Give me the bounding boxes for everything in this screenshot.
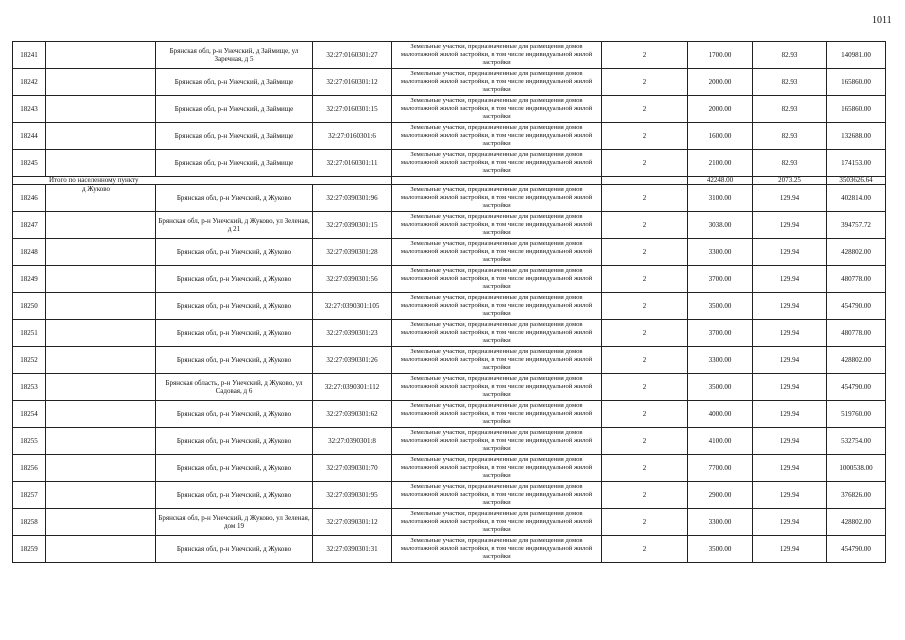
cadastral-number-cell: 32:27:0390301:70 (313, 455, 392, 482)
table-row (13, 293, 886, 320)
cadastral-number-cell: 32:27:0160301:12 (313, 69, 392, 96)
area-cell: 4000.00 (688, 401, 753, 428)
category-cell: 2 (602, 150, 688, 177)
table-row (13, 212, 886, 239)
total-purpose-cell (392, 177, 602, 185)
category-cell: 2 (602, 320, 688, 347)
cadastral-number-cell: 32:27:0390301:96 (313, 185, 392, 212)
table-row (13, 428, 886, 455)
table-row (13, 482, 886, 509)
area-cell: 3300.00 (688, 239, 753, 266)
purpose-cell: Земельные участки, предназначенные для размещения домов малоэтажной жилой застройки, в том числе индивидуальной жилой застройки (392, 266, 602, 293)
purpose-cell: Земельные участки, предназначенные для размещения домов малоэтажной жилой застройки, в том числе индивидуальной жилой застройки (392, 401, 602, 428)
total-label: Итого по населенному пункту (13, 177, 392, 185)
rate-cell: 82.93 (753, 42, 827, 69)
purpose-cell: Земельные участки, предназначенные для размещения домов малоэтажной жилой застройки, в том числе индивидуальной жилой застройки (392, 212, 602, 239)
settlement-cell (46, 482, 156, 509)
category-cell: 2 (602, 42, 688, 69)
settlement-cell (46, 185, 156, 212)
table-row (13, 401, 886, 428)
table-row (13, 536, 886, 563)
row-id: 18247 (13, 212, 46, 239)
cadastral-number-cell: 32:27:0390301:28 (313, 239, 392, 266)
total-category-cell (602, 177, 688, 185)
rate-cell: 129.94 (753, 293, 827, 320)
purpose-cell: Земельные участки, предназначенные для размещения домов малоэтажной жилой застройки, в том числе индивидуальной жилой застройки (392, 42, 602, 69)
cadastral-number-cell: 32:27:0160301:27 (313, 42, 392, 69)
settlement-cell (46, 96, 156, 123)
category-cell: 2 (602, 374, 688, 401)
address-cell: Брянская обл, р-н Унечский, д Жуково, ул Зеленая, дом 19 (156, 509, 313, 536)
value-cell: 140981.00 (827, 42, 886, 69)
address-cell: Брянская обл, р-н Унечский, д Жуково (156, 347, 313, 374)
settlement-cell (46, 69, 156, 96)
address-cell: Брянская обл, р-н Унечский, д Жуково, ул Зеленая, д 21 (156, 212, 313, 239)
land-registry-table (12, 41, 886, 563)
cadastral-number-cell: 32:27:0390301:95 (313, 482, 392, 509)
value-cell: 165860.00 (827, 96, 886, 123)
settlement-cell (46, 266, 156, 293)
row-id: 18259 (13, 536, 46, 563)
rate-cell: 82.93 (753, 69, 827, 96)
value-cell: 1000538.00 (827, 455, 886, 482)
value-cell: 480778.00 (827, 320, 886, 347)
total-value: 3503626.64 (827, 177, 886, 185)
area-cell: 2100.00 (688, 150, 753, 177)
settlement-cell (46, 42, 156, 69)
purpose-cell: Земельные участки, предназначенные для размещения домов малоэтажной жилой застройки, в том числе индивидуальной жилой застройки (392, 482, 602, 509)
address-cell: Брянская область, р-н Унечский, д Жуково, ул Садовая, д 6 (156, 374, 313, 401)
purpose-cell: Земельные участки, предназначенные для размещения домов малоэтажной жилой застройки, в том числе индивидуальной жилой застройки (392, 536, 602, 563)
rate-cell: 129.94 (753, 185, 827, 212)
cadastral-number-cell: 32:27:0390301:12 (313, 509, 392, 536)
category-cell: 2 (602, 293, 688, 320)
cadastral-number-cell: 32:27:0390301:56 (313, 266, 392, 293)
purpose-cell: Земельные участки, предназначенные для размещения домов малоэтажной жилой застройки, в том числе индивидуальной жилой застройки (392, 150, 602, 177)
page-number: 1011 (872, 15, 892, 26)
rate-cell: 129.94 (753, 212, 827, 239)
address-cell: Брянская обл, р-н Унечский, д Займище (156, 96, 313, 123)
cadastral-number-cell: 32:27:0160301:11 (313, 150, 392, 177)
address-cell: Брянская обл, р-н Унечский, д Жуково (156, 320, 313, 347)
value-cell: 174153.00 (827, 150, 886, 177)
settlement-cell (46, 320, 156, 347)
cadastral-number-cell: 32:27:0390301:31 (313, 536, 392, 563)
table-row (13, 509, 886, 536)
rate-cell: 82.93 (753, 123, 827, 150)
row-id: 18243 (13, 96, 46, 123)
area-cell: 3300.00 (688, 347, 753, 374)
settlement-name: д Жуково (82, 185, 111, 193)
category-cell: 2 (602, 123, 688, 150)
row-id: 18254 (13, 401, 46, 428)
category-cell: 2 (602, 347, 688, 374)
table-row (13, 150, 886, 177)
area-cell: 4100.00 (688, 428, 753, 455)
rate-cell: 129.94 (753, 374, 827, 401)
category-cell: 2 (602, 69, 688, 96)
address-cell: Брянская обл, р-н Унечский, д Жуково (156, 428, 313, 455)
value-cell: 132688.00 (827, 123, 886, 150)
category-cell: 2 (602, 482, 688, 509)
settlement-cell (46, 150, 156, 177)
address-cell: Брянская обл, р-н Унечский, д Займище (156, 150, 313, 177)
settlement-cell (46, 239, 156, 266)
purpose-cell: Земельные участки, предназначенные для размещения домов малоэтажной жилой застройки, в том числе индивидуальной жилой застройки (392, 428, 602, 455)
value-cell: 454790.00 (827, 374, 886, 401)
area-cell: 3700.00 (688, 320, 753, 347)
area-cell: 7700.00 (688, 455, 753, 482)
rate-cell: 82.93 (753, 150, 827, 177)
value-cell: 428802.00 (827, 509, 886, 536)
category-cell: 2 (602, 455, 688, 482)
settlement-cell (46, 401, 156, 428)
category-cell: 2 (602, 266, 688, 293)
category-cell: 2 (602, 96, 688, 123)
address-cell: Брянская обл, р-н Унечский, д Займище, ул Заречная, д 5 (156, 42, 313, 69)
purpose-cell: Земельные участки, предназначенные для размещения домов малоэтажной жилой застройки, в том числе индивидуальной жилой застройки (392, 320, 602, 347)
rate-cell: 129.94 (753, 455, 827, 482)
total-row-group (13, 177, 886, 185)
purpose-cell: Земельные участки, предназначенные для размещения домов малоэтажной жилой застройки, в том числе индивидуальной жилой застройки (392, 239, 602, 266)
area-cell: 1700.00 (688, 42, 753, 69)
area-cell: 3100.00 (688, 185, 753, 212)
row-id: 18245 (13, 150, 46, 177)
row-id: 18241 (13, 42, 46, 69)
row-id: 18250 (13, 293, 46, 320)
address-cell: Брянская обл, р-н Унечский, д Жуково (156, 482, 313, 509)
rate-cell: 129.94 (753, 347, 827, 374)
rate-cell: 129.94 (753, 320, 827, 347)
purpose-cell: Земельные участки, предназначенные для размещения домов малоэтажной жилой застройки, в том числе индивидуальной жилой застройки (392, 96, 602, 123)
table-body-group-2 (13, 185, 886, 563)
rate-cell: 129.94 (753, 509, 827, 536)
category-cell: 2 (602, 509, 688, 536)
cadastral-number-cell: 32:27:0160301:15 (313, 96, 392, 123)
value-cell: 454790.00 (827, 293, 886, 320)
settlement-cell (46, 509, 156, 536)
value-cell: 428802.00 (827, 239, 886, 266)
value-cell: 394757.72 (827, 212, 886, 239)
table-row (13, 123, 886, 150)
table-row (13, 266, 886, 293)
table-row (13, 455, 886, 482)
area-cell: 3500.00 (688, 536, 753, 563)
address-cell: Брянская обл, р-н Унечский, д Жуково (156, 293, 313, 320)
cadastral-number-cell: 32:27:0390301:105 (313, 293, 392, 320)
settlement-cell (46, 455, 156, 482)
value-cell: 165860.00 (827, 69, 886, 96)
purpose-cell: Земельные участки, предназначенные для размещения домов малоэтажной жилой застройки, в том числе индивидуальной жилой застройки (392, 374, 602, 401)
address-cell: Брянская обл, р-н Унечский, д Жуково (156, 401, 313, 428)
category-cell: 2 (602, 212, 688, 239)
value-cell: 428802.00 (827, 347, 886, 374)
purpose-cell: Земельные участки, предназначенные для размещения домов малоэтажной жилой застройки, в том числе индивидуальной жилой застройки (392, 509, 602, 536)
table-row (13, 239, 886, 266)
table-row (13, 347, 886, 374)
cadastral-number-cell: 32:27:0390301:112 (313, 374, 392, 401)
row-id: 18248 (13, 239, 46, 266)
value-cell: 454790.00 (827, 536, 886, 563)
cadastral-number-cell: 32:27:0390301:23 (313, 320, 392, 347)
value-cell: 402814.00 (827, 185, 886, 212)
category-cell: 2 (602, 536, 688, 563)
row-id: 18249 (13, 266, 46, 293)
table-row (13, 42, 886, 69)
settlement-cell (46, 212, 156, 239)
address-cell: Брянская обл, р-н Унечский, д Жуково (156, 536, 313, 563)
area-cell: 3500.00 (688, 293, 753, 320)
table-row (13, 374, 886, 401)
rate-cell: 129.94 (753, 482, 827, 509)
cadastral-number-cell: 32:27:0390301:8 (313, 428, 392, 455)
row-id: 18252 (13, 347, 46, 374)
settlement-cell (46, 374, 156, 401)
total-area: 42248.00 (688, 177, 753, 185)
row-id: 18258 (13, 509, 46, 536)
address-cell: Брянская обл, р-н Унечский, д Займище (156, 123, 313, 150)
rate-cell: 129.94 (753, 239, 827, 266)
row-id: 18255 (13, 428, 46, 455)
address-cell: Брянская обл, р-н Унечский, д Жуково (156, 266, 313, 293)
value-cell: 532754.00 (827, 428, 886, 455)
table-row (13, 185, 886, 212)
total-rate: 2073.25 (753, 177, 827, 185)
area-cell: 1600.00 (688, 123, 753, 150)
cadastral-number-cell: 32:27:0390301:26 (313, 347, 392, 374)
address-cell: Брянская обл, р-н Унечский, д Займище (156, 69, 313, 96)
settlement-cell (46, 428, 156, 455)
rate-cell: 129.94 (753, 536, 827, 563)
row-id: 18246 (13, 185, 46, 212)
table-body-group-1 (13, 42, 886, 177)
area-cell: 3038.00 (688, 212, 753, 239)
area-cell: 2000.00 (688, 96, 753, 123)
table-row (13, 69, 886, 96)
row-id: 18257 (13, 482, 46, 509)
row-id: 18253 (13, 374, 46, 401)
value-cell: 519760.00 (827, 401, 886, 428)
row-id: 18244 (13, 123, 46, 150)
rate-cell: 129.94 (753, 428, 827, 455)
cadastral-number-cell: 32:27:0160301:6 (313, 123, 392, 150)
settlement-cell (46, 347, 156, 374)
purpose-cell: Земельные участки, предназначенные для размещения домов малоэтажной жилой застройки, в том числе индивидуальной жилой застройки (392, 293, 602, 320)
category-cell: 2 (602, 185, 688, 212)
table-row (13, 320, 886, 347)
area-cell: 3700.00 (688, 266, 753, 293)
rate-cell: 82.93 (753, 96, 827, 123)
address-cell: Брянская обл, р-н Унечский, д Жуково (156, 455, 313, 482)
total-row (13, 177, 886, 185)
purpose-cell: Земельные участки, предназначенные для размещения домов малоэтажной жилой застройки, в том числе индивидуальной жилой застройки (392, 455, 602, 482)
settlement-cell (46, 293, 156, 320)
row-id: 18256 (13, 455, 46, 482)
row-id: 18251 (13, 320, 46, 347)
rate-cell: 129.94 (753, 401, 827, 428)
row-id: 18242 (13, 69, 46, 96)
cadastral-number-cell: 32:27:0390301:62 (313, 401, 392, 428)
category-cell: 2 (602, 401, 688, 428)
purpose-cell: Земельные участки, предназначенные для размещения домов малоэтажной жилой застройки, в том числе индивидуальной жилой застройки (392, 185, 602, 212)
value-cell: 376826.00 (827, 482, 886, 509)
area-cell: 2900.00 (688, 482, 753, 509)
category-cell: 2 (602, 239, 688, 266)
rate-cell: 129.94 (753, 266, 827, 293)
area-cell: 3500.00 (688, 374, 753, 401)
table-row (13, 96, 886, 123)
address-cell: Брянская обл, р-н Унечский, д Жуково (156, 239, 313, 266)
cadastral-number-cell: 32:27:0390301:15 (313, 212, 392, 239)
value-cell: 480778.00 (827, 266, 886, 293)
purpose-cell: Земельные участки, предназначенные для размещения домов малоэтажной жилой застройки, в том числе индивидуальной жилой застройки (392, 69, 602, 96)
category-cell: 2 (602, 428, 688, 455)
area-cell: 2000.00 (688, 69, 753, 96)
settlement-cell (46, 536, 156, 563)
settlement-cell (46, 123, 156, 150)
area-cell: 3300.00 (688, 509, 753, 536)
purpose-cell: Земельные участки, предназначенные для размещения домов малоэтажной жилой застройки, в том числе индивидуальной жилой застройки (392, 347, 602, 374)
address-cell: Брянская обл, р-н Унечский, д Жуково (156, 185, 313, 212)
purpose-cell: Земельные участки, предназначенные для размещения домов малоэтажной жилой застройки, в том числе индивидуальной жилой застройки (392, 123, 602, 150)
